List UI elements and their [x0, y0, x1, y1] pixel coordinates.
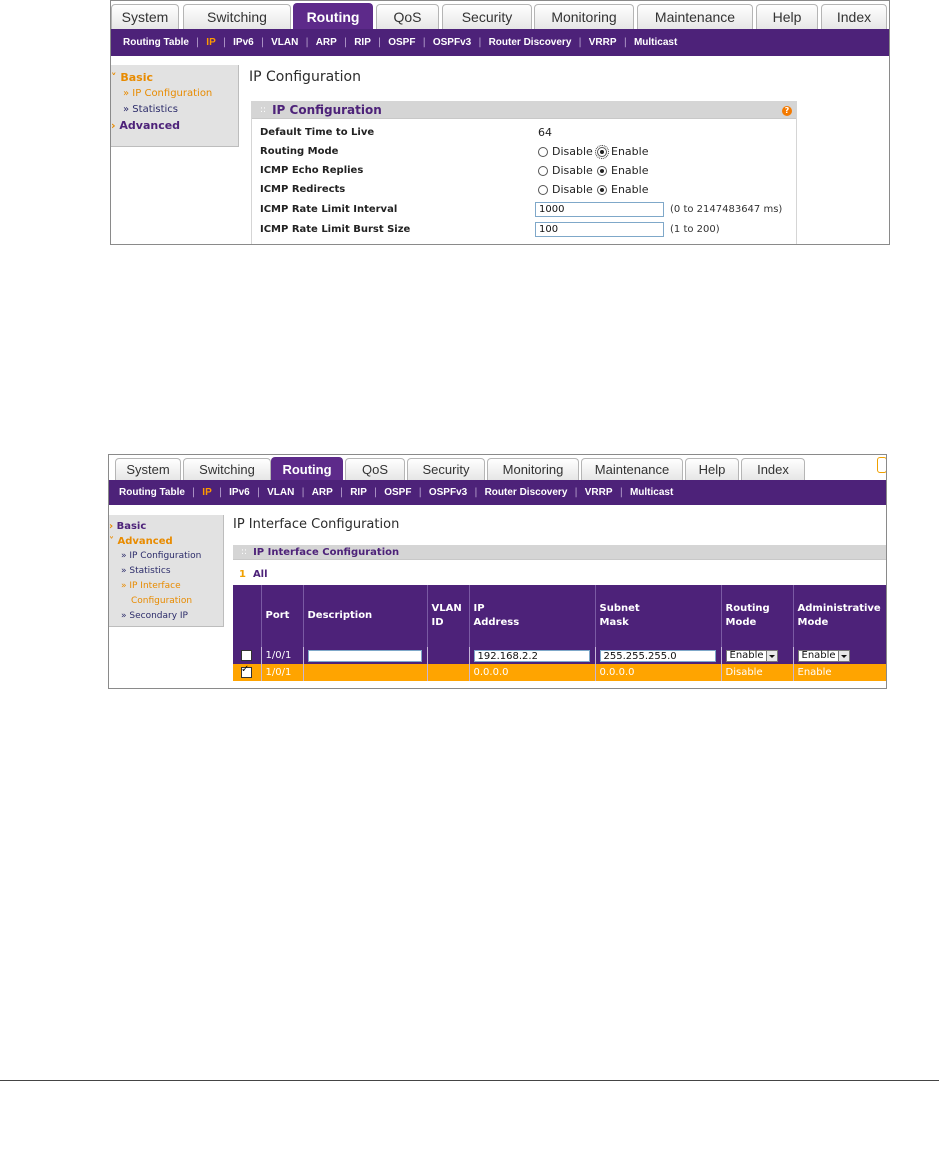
- tab-system[interactable]: System: [111, 4, 179, 29]
- page-title: IP Interface Configuration: [233, 517, 400, 532]
- ip-configuration-screenshot: [110, 0, 890, 245]
- table-edit-row: [233, 647, 887, 664]
- col-port-header[interactable]: Port: [261, 585, 303, 647]
- echo-replies-row: [252, 162, 796, 181]
- routing-sub-nav: Routing Table | IP | IPv6 | VLAN | ARP | RIP | OSPF | OSPFv3 | Router Discovery | VRRP | Multicast: [109, 480, 886, 505]
- col-mask-header[interactable]: Subnet Mask: [595, 585, 721, 647]
- routing-mode-select[interactable]: Enable: [726, 650, 778, 662]
- subnav-ospf[interactable]: OSPF: [388, 37, 416, 48]
- row-checkbox[interactable]: [241, 667, 252, 678]
- tab-security[interactable]: Security: [407, 458, 485, 480]
- sidebar-item-ip-interface[interactable]: » IP Interface: [121, 581, 181, 591]
- sidebar-item-ip-configuration[interactable]: » IP Configuration: [123, 88, 213, 99]
- rate-interval-row: [252, 201, 796, 220]
- subnav-routing-table[interactable]: Routing Table: [123, 37, 189, 48]
- tab-index[interactable]: Index: [741, 458, 805, 480]
- edit-port: 1/0/1: [261, 647, 303, 664]
- sidebar-basic[interactable]: ˅ Basic: [111, 71, 153, 84]
- rate-interval-label: ICMP Rate Limit Interval: [260, 204, 398, 215]
- col-vlan-header[interactable]: VLAN ID: [427, 585, 469, 647]
- subnav-vlan[interactable]: VLAN: [271, 37, 299, 48]
- tab-routing[interactable]: Routing: [271, 457, 343, 481]
- help-icon[interactable]: ?: [782, 106, 792, 116]
- sidebar-item-statistics[interactable]: » Statistics: [123, 104, 179, 115]
- table-header-row: [233, 585, 887, 647]
- subnav-ipv6[interactable]: IPv6: [233, 37, 254, 48]
- subnav-router-discovery[interactable]: Router Discovery: [488, 37, 572, 48]
- routing-mode-disable-radio[interactable]: Disable: [538, 145, 593, 158]
- row-routing-mode: Disable: [721, 664, 793, 681]
- subnav-ospf[interactable]: OSPF: [384, 487, 412, 498]
- col-description-header[interactable]: Description: [303, 585, 427, 647]
- sidebar-item-statistics[interactable]: » Statistics: [121, 566, 171, 576]
- page-title: IP Configuration: [249, 69, 361, 85]
- tab-qos[interactable]: QoS: [345, 458, 405, 480]
- burst-size-input[interactable]: 100: [535, 222, 664, 237]
- all-filter[interactable]: 1 All: [239, 569, 268, 580]
- tab-monitoring[interactable]: Monitoring: [534, 4, 634, 29]
- subnav-multicast[interactable]: Multicast: [629, 487, 674, 498]
- col-ip-header[interactable]: IP Address: [469, 585, 595, 647]
- tab-index[interactable]: Index: [821, 4, 887, 29]
- redirects-disable-radio[interactable]: Disable: [538, 183, 593, 196]
- col-routing-mode-header[interactable]: Routing Mode: [721, 585, 793, 647]
- table-row[interactable]: [233, 664, 887, 681]
- tab-system[interactable]: System: [115, 458, 181, 480]
- subnav-router-discovery[interactable]: Router Discovery: [484, 487, 568, 498]
- sidebar-item-ip-interface-cont[interactable]: Configuration: [131, 596, 193, 606]
- sidebar-advanced[interactable]: ˅ Advanced: [109, 536, 173, 547]
- dropdown-arrow-icon: [838, 651, 849, 661]
- sidebar-item-ip-configuration[interactable]: » IP Configuration: [121, 551, 202, 561]
- sidebar: [111, 65, 239, 147]
- row-port: 1/0/1: [261, 664, 303, 681]
- ip-interface-table: [233, 585, 887, 681]
- collapse-arrow-icon: ›: [109, 521, 114, 532]
- sidebar-item-secondary-ip[interactable]: » Secondary IP: [121, 611, 188, 621]
- subnav-ip[interactable]: IP: [206, 37, 216, 48]
- echo-replies-disable-radio[interactable]: Disable: [538, 164, 593, 177]
- col-select-header: [233, 585, 261, 647]
- page-footer-rule: [0, 1080, 939, 1081]
- tab-maintenance[interactable]: Maintenance: [637, 4, 753, 29]
- subnav-vrrp[interactable]: VRRP: [584, 487, 613, 498]
- select-all-checkbox[interactable]: [241, 650, 252, 661]
- subnav-ip[interactable]: IP: [202, 487, 212, 498]
- sidebar-basic[interactable]: › Basic: [109, 521, 147, 532]
- redirects-enable-radio[interactable]: Enable: [597, 183, 648, 196]
- collapse-arrow-icon: ›: [111, 119, 116, 132]
- main-tab-bar: [109, 455, 886, 481]
- echo-replies-label: ICMP Echo Replies: [260, 165, 364, 176]
- edit-vlan: [427, 647, 469, 664]
- row-description: [303, 664, 427, 681]
- section-header: :: IP Interface Configuration: [233, 545, 886, 560]
- routing-mode-enable-radio[interactable]: Enable: [597, 145, 648, 158]
- description-input[interactable]: [308, 650, 422, 662]
- tab-qos[interactable]: QoS: [376, 4, 439, 29]
- routing-sub-nav: Routing Table | IP | IPv6 | VLAN | ARP | RIP | OSPF | OSPFv3 | Router Discovery | VRRP | Multicast: [111, 29, 889, 56]
- expand-arrow-icon: ˅: [109, 536, 114, 547]
- rate-interval-input[interactable]: 1000: [535, 202, 664, 217]
- main-tab-bar: [111, 1, 889, 30]
- ip-interface-configuration-screenshot: [108, 454, 887, 689]
- section-header: :: IP Configuration: [252, 102, 796, 119]
- redirects-label: ICMP Redirects: [260, 184, 346, 195]
- ip-config-panel: [251, 101, 797, 244]
- tab-switching[interactable]: Switching: [183, 4, 291, 29]
- burst-size-hint: (1 to 200): [670, 224, 720, 235]
- subnav-ipv6[interactable]: IPv6: [229, 487, 250, 498]
- burst-size-row: [252, 221, 796, 240]
- admin-mode-select[interactable]: Enable: [798, 650, 850, 662]
- subnav-multicast[interactable]: Multicast: [633, 37, 678, 48]
- ttl-value: 64: [538, 126, 552, 139]
- row-ip: 0.0.0.0: [469, 664, 595, 681]
- subnav-vrrp[interactable]: VRRP: [588, 37, 617, 48]
- redirects-row: [252, 181, 796, 200]
- subnav-routing-table[interactable]: Routing Table: [119, 487, 185, 498]
- expand-arrow-icon: ˅: [111, 71, 117, 84]
- tab-maintenance[interactable]: Maintenance: [581, 458, 683, 480]
- subnav-rip[interactable]: RIP: [354, 37, 371, 48]
- tab-security[interactable]: Security: [442, 4, 532, 29]
- tab-help[interactable]: Help: [685, 458, 739, 480]
- routing-mode-row: [252, 143, 796, 162]
- sidebar: [109, 515, 224, 627]
- logout-icon[interactable]: [877, 457, 887, 473]
- tab-help[interactable]: Help: [756, 4, 818, 29]
- subnav-ospfv3[interactable]: OSPFv3: [432, 37, 472, 48]
- subnav-rip[interactable]: RIP: [350, 487, 367, 498]
- tab-routing[interactable]: Routing: [293, 3, 373, 30]
- echo-replies-enable-radio[interactable]: Enable: [597, 164, 648, 177]
- ip-address-input[interactable]: 192.168.2.2: [474, 650, 590, 662]
- row-vlan: [427, 664, 469, 681]
- col-admin-mode-header[interactable]: Administrative Mode: [793, 585, 887, 647]
- ttl-row: [252, 124, 796, 143]
- subnav-vlan[interactable]: VLAN: [267, 487, 295, 498]
- row-mask: 0.0.0.0: [595, 664, 721, 681]
- tab-switching[interactable]: Switching: [183, 458, 271, 480]
- burst-size-label: ICMP Rate Limit Burst Size: [260, 224, 411, 235]
- ttl-label: Default Time to Live: [260, 127, 375, 138]
- subnav-arp[interactable]: ARP: [315, 37, 337, 48]
- sidebar-advanced[interactable]: › Advanced: [111, 119, 181, 132]
- subnet-mask-input[interactable]: 255.255.255.0: [600, 650, 716, 662]
- subnav-ospfv3[interactable]: OSPFv3: [428, 487, 468, 498]
- subnav-arp[interactable]: ARP: [311, 487, 333, 498]
- tab-monitoring[interactable]: Monitoring: [487, 458, 579, 480]
- row-admin-mode: Enable: [793, 664, 887, 681]
- dropdown-arrow-icon: [766, 651, 777, 661]
- rate-interval-hint: (0 to 2147483647 ms): [670, 204, 783, 215]
- routing-mode-label: Routing Mode: [260, 146, 339, 157]
